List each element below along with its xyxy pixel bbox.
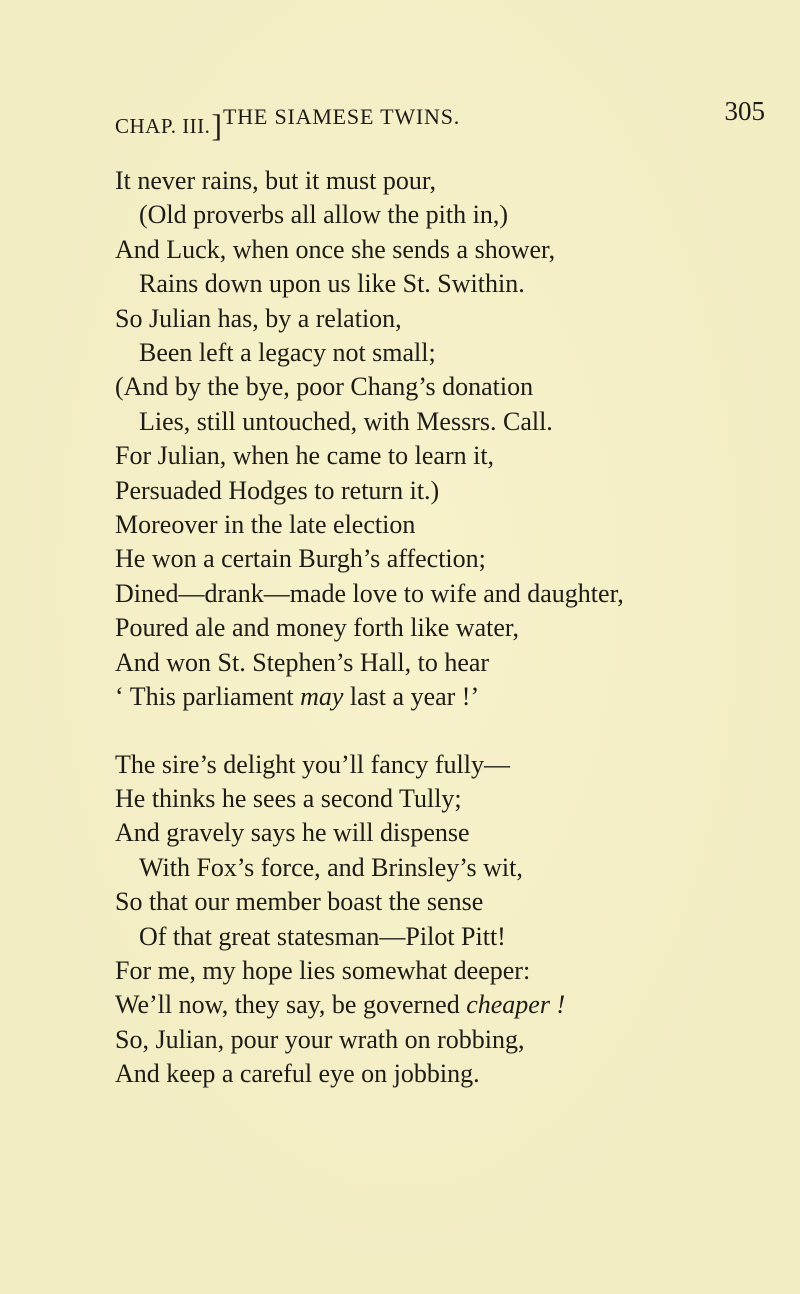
line-text: Dined—drank—made love to wife and daughter, — [115, 578, 624, 608]
poem-line — [115, 198, 775, 232]
poem-line — [115, 1057, 775, 1091]
poem-body — [115, 164, 775, 1092]
line-text: So Julian has, by a relation, — [115, 303, 402, 333]
poem-line — [115, 164, 775, 198]
line-text: (And by the bye, poor Chang’s donation — [115, 372, 534, 402]
stanza-2 — [115, 748, 775, 1092]
line-text: Persuaded Hodges to return it.) — [115, 475, 440, 505]
poem-line — [115, 439, 775, 473]
line-text: Moreover in the late election — [115, 510, 416, 540]
line-text: For me, my hope lies somewhat deeper: — [115, 955, 531, 985]
poem-line — [115, 954, 775, 988]
page-number: 305 — [724, 96, 765, 126]
chapter-label — [115, 104, 223, 141]
poem-line — [115, 816, 775, 850]
line-text: Been left a legacy not small; — [139, 338, 436, 368]
line-text: (Old proverbs all allow the pith in,) — [139, 200, 508, 230]
poem-line — [115, 302, 775, 336]
line-italic-text: cheaper ! — [466, 990, 566, 1020]
chapter-bracket: ] — [211, 107, 223, 143]
poem-line — [115, 508, 775, 542]
poem-line — [115, 542, 775, 576]
poem-line — [115, 336, 775, 370]
poem-line — [115, 577, 775, 611]
poem-line — [115, 474, 775, 508]
chapter-text: CHAP. III. — [115, 114, 211, 138]
running-title: THE SIAMESE TWINS. — [223, 104, 461, 129]
poem-line — [115, 680, 775, 714]
line-text: And won St. Stephen’s Hall, to hear — [115, 647, 490, 677]
poem-line — [115, 267, 775, 301]
line-text: And gravely says he will dispense — [115, 818, 470, 848]
running-head — [115, 96, 765, 143]
line-text: Rains down upon us like St. Swithin. — [139, 269, 525, 299]
line-text: We’ll now, they say, be governed — [115, 990, 467, 1020]
line-text: Poured ale and money forth like water, — [115, 613, 519, 643]
line-text: So that our member boast the sense — [115, 887, 484, 917]
line-text: Lies, still untouched, with Messrs. Call. — [139, 406, 553, 436]
line-text: Of that great statesman—Pilot Pitt! — [139, 921, 506, 951]
line-after-text: last a year !’ — [343, 682, 480, 712]
line-text: And Luck, when once she sends a shower, — [115, 234, 556, 264]
poem-line — [115, 920, 775, 954]
line-text: And keep a careful eye on jobbing. — [115, 1059, 480, 1089]
line-text: He thinks he sees a second Tully; — [115, 783, 462, 813]
line-text: With Fox’s force, and Brinsley’s wit, — [139, 852, 523, 882]
poem-line — [115, 885, 775, 919]
poem-line — [115, 782, 775, 816]
poem-line — [115, 748, 775, 782]
stanza-1 — [115, 164, 775, 715]
line-italic-text: may — [300, 682, 344, 712]
poem-line — [115, 405, 775, 439]
poem-line — [115, 611, 775, 645]
poem-line — [115, 1023, 775, 1057]
line-text: So, Julian, pour your wrath on robbing, — [115, 1024, 525, 1054]
line-text: The sire’s delight you’ll fancy fully— — [115, 749, 510, 779]
poem-line — [115, 646, 775, 680]
line-text: He won a certain Burgh’s affection; — [115, 544, 486, 574]
poem-line — [115, 233, 775, 267]
poem-line — [115, 851, 775, 885]
poem-line — [115, 988, 775, 1022]
poem-line — [115, 370, 775, 404]
line-text: ‘ This parliament — [115, 682, 301, 712]
line-text: It never rains, but it must pour, — [115, 166, 437, 195]
line-text: For Julian, when he came to learn it, — [115, 441, 495, 471]
